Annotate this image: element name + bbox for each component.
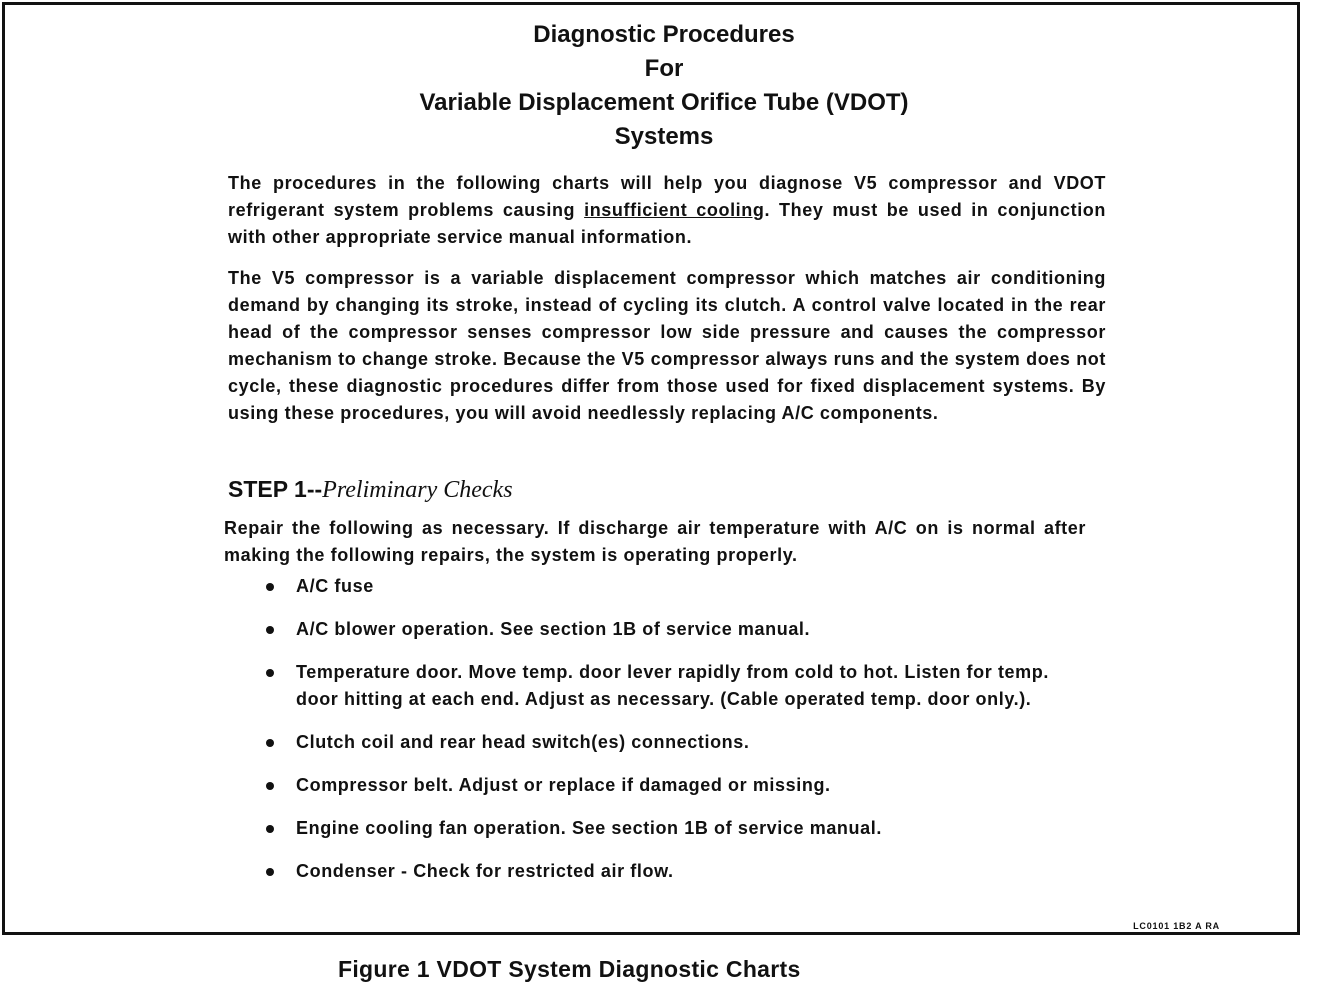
preliminary-checklist: [262, 573, 1082, 901]
list-item: [262, 573, 1082, 600]
intro-text-after: . They must be used in conjunction with other appropriate service manual information.: [228, 200, 1106, 247]
title-line-2: For: [644, 55, 684, 82]
step-1-label: STEP 1--: [228, 476, 323, 502]
title-line-1: Diagnostic Procedures: [533, 21, 795, 48]
check-item-text: Engine cooling fan operation. See section 1B of service manual.: [296, 818, 882, 838]
intro-paragraph-2: The V5 compressor is a variable displacement compressor which matches air conditioning demand by changing its stroke, instead of cycling its clutch. A control valve located in the rear head of the compressor senses compressor low side pressure and causes the compressor mechanism to change stroke. Because the V5 compressor always runs and the system does not cycle, these diagnostic procedures differ from those used for fixed displacement systems. By using these procedures, you will avoid needlessly replacing A/C components.: [228, 268, 1106, 423]
step-1-intro: Repair the following as necessary. If discharge air temperature with A/C on is normal after making the following repairs, the system is operating properly.: [224, 518, 1086, 565]
figure-caption: Figure 1 VDOT System Diagnostic Charts: [338, 956, 801, 982]
bullet-icon: [266, 868, 274, 876]
list-item: [262, 659, 1082, 713]
check-item-text: A/C blower operation. See section 1B of service manual.: [296, 619, 811, 639]
check-item-text: Compressor belt. Adjust or replace if damaged or missing.: [296, 775, 831, 795]
bullet-icon: [266, 583, 274, 591]
check-item-text: Temperature door. Move temp. door lever rapidly from cold to hot. Listen for temp. door hitting at each end. Adjust as necessary. (Cable operated temp. door only.).: [296, 662, 1049, 709]
bullet-icon: [266, 825, 274, 833]
bullet-icon: [266, 626, 274, 634]
title-line-3: Variable Displacement Orifice Tube (VDOT): [419, 89, 909, 116]
check-item-text: Clutch coil and rear head switch(es) connections.: [296, 732, 750, 752]
insufficient-cooling-emphasis: insufficient cooling: [584, 200, 765, 220]
page-title: [0, 18, 1328, 154]
bullet-icon: [266, 669, 274, 677]
bullet-icon: [266, 782, 274, 790]
bullet-icon: [266, 739, 274, 747]
title-line-4: Systems: [614, 123, 714, 150]
list-item: [262, 616, 1082, 643]
step-1-heading: [228, 474, 513, 505]
list-item: [262, 815, 1082, 842]
figure-code: LC0101 1B2 A RA: [1133, 921, 1220, 931]
list-item: [262, 858, 1082, 885]
check-item-text: Condenser - Check for restricted air flow.: [296, 861, 674, 881]
list-item: [262, 729, 1082, 756]
intro-text-before: The procedures in the following charts will help you diagnose V5 compressor and VDOT refrigerant system problems causing: [228, 173, 1106, 220]
intro-paragraph-1: [228, 170, 1106, 251]
list-item: [262, 772, 1082, 799]
step-1-title: Preliminary Checks: [322, 477, 513, 503]
check-item-text: A/C fuse: [296, 576, 374, 596]
